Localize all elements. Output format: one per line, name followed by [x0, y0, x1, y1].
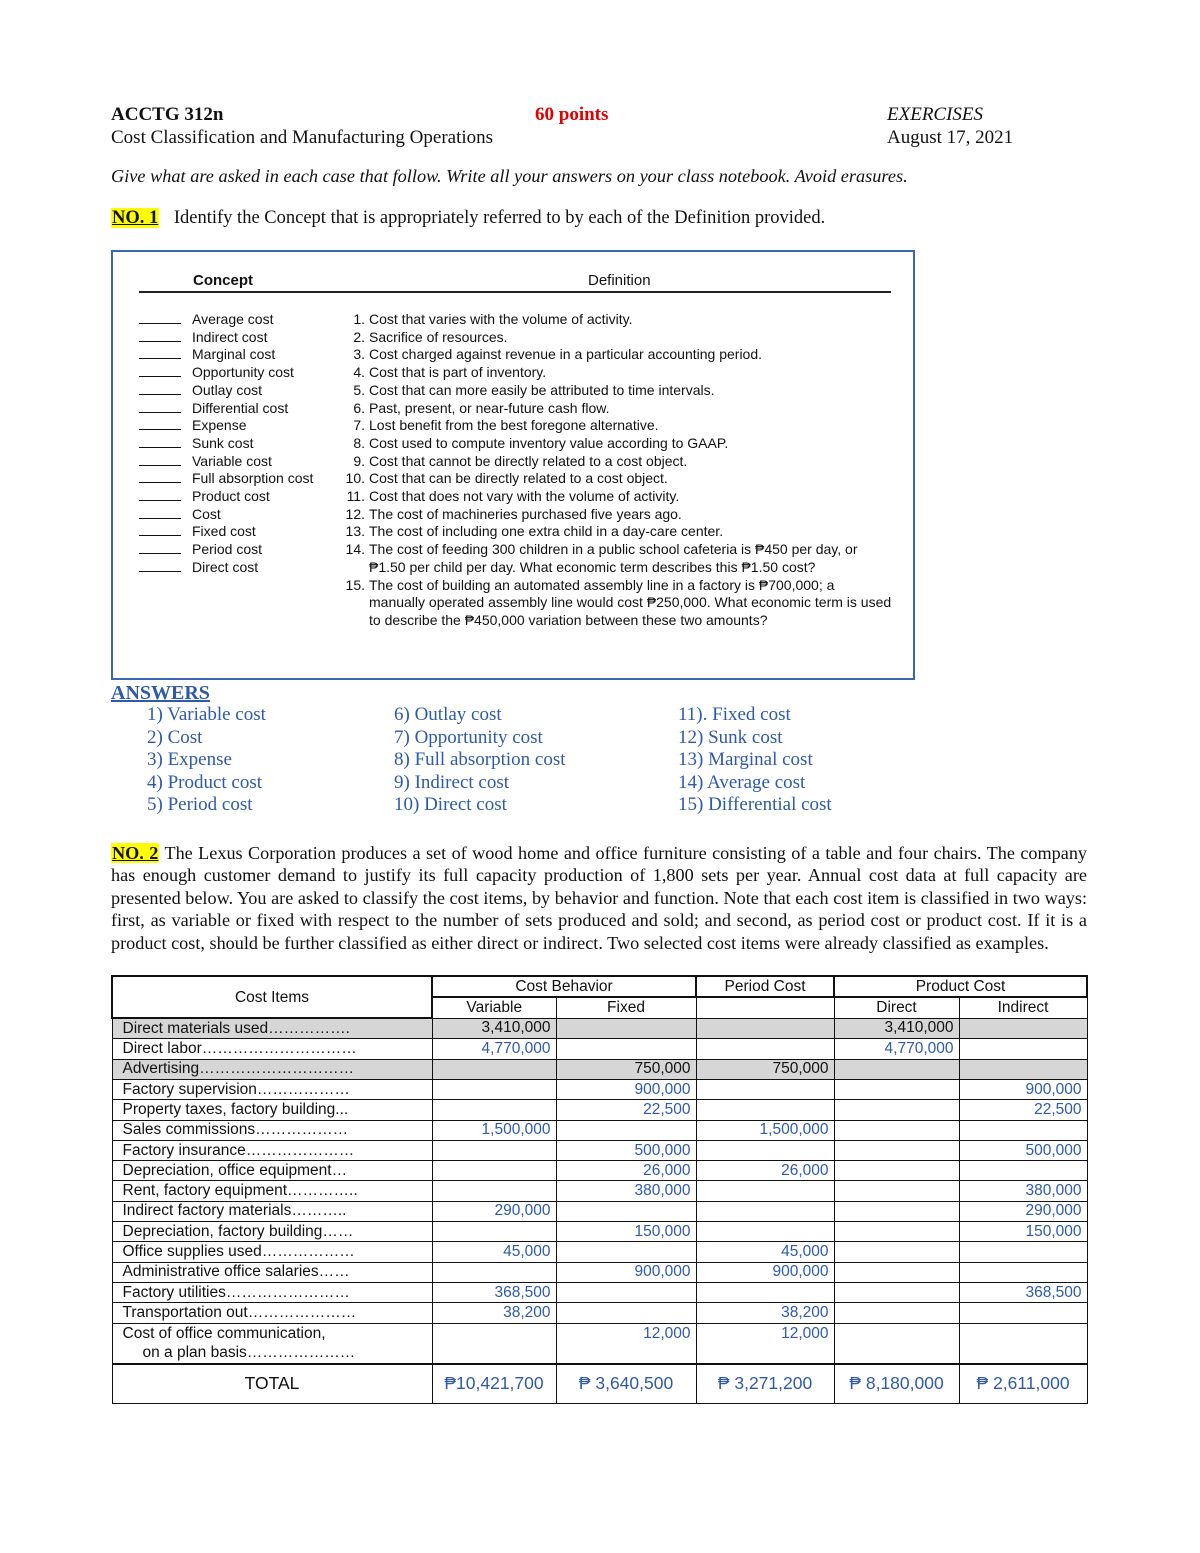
variable-cell	[432, 1222, 556, 1242]
indirect-cell: 368,500	[959, 1282, 1087, 1302]
answers-column-1	[147, 704, 266, 817]
answer-blank	[139, 488, 181, 501]
indirect-cell	[959, 1161, 1087, 1181]
direct-cell	[834, 1222, 959, 1242]
fixed-cell	[556, 1303, 696, 1323]
cost-item-name: Factory supervision………………	[112, 1079, 432, 1099]
answer-blank	[139, 453, 181, 466]
fixed-cell: 12,000	[556, 1323, 696, 1364]
no2-question	[111, 842, 1087, 954]
variable-header: Variable	[432, 997, 556, 1018]
total-row	[112, 1364, 1087, 1404]
cost-behavior-header: Cost Behavior	[432, 976, 696, 997]
fixed-cell	[556, 1039, 696, 1059]
period-cell	[696, 1201, 834, 1221]
fixed-cell: 750,000	[556, 1059, 696, 1079]
variable-cell	[432, 1161, 556, 1181]
definition-number: 7.	[353, 417, 365, 434]
table-row	[112, 1201, 1087, 1221]
definition-item	[343, 577, 893, 630]
answer-blank	[139, 523, 181, 536]
fixed-header: Fixed	[556, 997, 696, 1018]
indirect-header: Indirect	[959, 997, 1087, 1018]
definition-item	[343, 417, 893, 435]
period-cell	[696, 1018, 834, 1039]
concept-label: Variable cost	[192, 452, 272, 469]
concept-definition-box	[111, 250, 915, 680]
answers-title: ANSWERS	[111, 682, 210, 704]
indirect-cell	[959, 1018, 1087, 1039]
answers-column-3	[678, 704, 832, 817]
concept-label: Period cost	[192, 541, 263, 558]
date-label: August 17, 2021	[887, 127, 1014, 148]
variable-cell	[432, 1181, 556, 1201]
concept-label: Average cost	[192, 311, 274, 327]
definition-header: Definition	[588, 272, 651, 289]
variable-cell: 290,000	[432, 1201, 556, 1221]
table-row	[112, 1018, 1087, 1039]
fixed-cell	[556, 1282, 696, 1302]
period-cell: 900,000	[696, 1262, 834, 1282]
concept-item	[139, 329, 313, 347]
period-cell	[696, 1100, 834, 1120]
concept-header: Concept	[193, 272, 253, 289]
period-cell	[696, 1039, 834, 1059]
indirect-cell	[959, 1303, 1087, 1323]
definition-text: Cost that does not vary with the volume of activity.	[369, 488, 680, 505]
no1-question	[111, 208, 825, 229]
variable-cell	[432, 1140, 556, 1160]
variable-cell	[432, 1100, 556, 1120]
fixed-cell: 380,000	[556, 1181, 696, 1201]
answer-item: 10) Direct cost	[394, 794, 507, 815]
definition-text: Cost that cannot be directly related to a cost object.	[369, 452, 688, 469]
period-cell: 1,500,000	[696, 1120, 834, 1140]
answer-blank	[139, 364, 181, 377]
table-row	[112, 1323, 1087, 1364]
definition-item	[343, 453, 893, 471]
indirect-cell	[959, 1242, 1087, 1262]
table-row	[112, 1303, 1087, 1323]
direct-cell	[834, 1120, 959, 1140]
no2-text: The Lexus Corporation produces a set of wood home and office furniture consisting of a table and four chairs. The company has enough customer demand to justify its full capacity production of 1,800 sets per year. Annual cost data at full capacity are presented below. You are asked to classify the cost items, by behavior and function. Note that each cost item is classified in two ways: first, as variable or fixed with respect to the number of sets produced and sold; and second, as period cost or product cost. If it is a product cost, should be further classified as either direct or indirect. Two selected cost items were already classified as examples.	[111, 843, 1088, 953]
concept-item	[139, 435, 313, 453]
direct-cell	[834, 1282, 959, 1302]
cost-item-name: Transportation out…………………	[112, 1303, 432, 1323]
answer-item: 15) Differential cost	[678, 794, 832, 815]
definition-text: Cost that can be directly related to a cost object.	[369, 470, 668, 487]
variable-cell	[432, 1323, 556, 1364]
definition-item	[343, 400, 893, 418]
direct-cell	[834, 1059, 959, 1079]
fixed-cell	[556, 1120, 696, 1140]
period-cell	[696, 1140, 834, 1160]
answer-blank	[139, 417, 181, 430]
definition-text: Cost that can more easily be attributed to time intervals.	[369, 381, 715, 398]
fixed-cell	[556, 1018, 696, 1039]
answer-item: 13) Marginal cost	[678, 749, 813, 770]
period-cell: 38,200	[696, 1303, 834, 1323]
table-row	[112, 1242, 1087, 1262]
definition-item	[343, 382, 893, 400]
cost-item-name: Direct materials used…………….	[112, 1018, 432, 1039]
fixed-cell: 22,500	[556, 1100, 696, 1120]
definition-text: The cost of feeding 300 children in a public school cafeteria is ₱450 per day, or ₱1.50 per child per day. What economic term describes this ₱1.50 cost?	[369, 541, 858, 575]
period-cell: 12,000	[696, 1323, 834, 1364]
definition-item	[343, 506, 893, 524]
concept-item	[139, 523, 313, 541]
direct-cell	[834, 1323, 959, 1364]
variable-cell: 1,500,000	[432, 1120, 556, 1140]
fixed-cell	[556, 1242, 696, 1262]
indirect-cell: 150,000	[959, 1222, 1087, 1242]
concept-label: Indirect cost	[192, 328, 268, 345]
definition-number: 1.	[353, 311, 365, 327]
cost-item-line: Cost of office communication,	[122, 1324, 326, 1342]
definition-text: The cost of including one extra child in a day-care center.	[369, 523, 724, 540]
definition-text: The cost of machineries purchased five years ago.	[369, 505, 682, 522]
points-label: 60 points	[535, 104, 609, 125]
definition-item	[343, 346, 893, 364]
indirect-cell	[959, 1059, 1087, 1079]
table-row	[112, 1059, 1087, 1079]
answer-blank	[139, 506, 181, 519]
total-period: ₱ 3,271,200	[696, 1364, 834, 1404]
variable-cell: 45,000	[432, 1242, 556, 1262]
answer-item: 5) Period cost	[147, 794, 253, 815]
table-row	[112, 1222, 1087, 1242]
definition-text: Cost charged against revenue in a particular accounting period.	[369, 346, 763, 363]
concept-label: Differential cost	[192, 399, 289, 416]
answer-item: 4) Product cost	[147, 771, 263, 793]
cost-item-name: Administrative office salaries……	[112, 1262, 432, 1282]
direct-cell: 4,770,000	[834, 1039, 959, 1059]
definition-text: Cost that is part of inventory.	[369, 364, 547, 381]
cost-item-name	[112, 1323, 432, 1364]
total-indirect: ₱ 2,611,000	[959, 1364, 1087, 1404]
direct-cell	[834, 1100, 959, 1120]
direct-cell	[834, 1140, 959, 1160]
definition-number: 5.	[353, 381, 365, 398]
header-rule	[139, 291, 891, 293]
definition-number: 6.	[353, 399, 365, 416]
variable-cell: 38,200	[432, 1303, 556, 1323]
definition-text: The cost of building an automated assembly line in a factory is ₱700,000; a manually operated assembly line would cost ₱250,000. What economic term is used to describe the ₱450,000 variation between these two amounts?	[369, 576, 892, 628]
concept-item	[139, 506, 313, 524]
period-cell	[696, 1222, 834, 1242]
direct-cell	[834, 1262, 959, 1282]
variable-cell	[432, 1059, 556, 1079]
answer-item: 8) Full absorption cost	[394, 749, 566, 770]
total-direct: ₱ 8,180,000	[834, 1364, 959, 1404]
definition-item	[343, 311, 893, 329]
table-row	[112, 1181, 1087, 1201]
direct-cell	[834, 1161, 959, 1181]
total-variable: ₱10,421,700	[432, 1364, 556, 1404]
concept-label: Opportunity cost	[192, 364, 294, 381]
definition-item	[343, 523, 893, 541]
concept-label: Sunk cost	[192, 434, 254, 451]
answer-blank	[139, 470, 181, 483]
definition-item	[343, 541, 893, 576]
cost-item-name: Depreciation, factory building……	[112, 1222, 432, 1242]
answers-column-2	[394, 704, 566, 817]
concept-label: Outlay cost	[192, 381, 263, 398]
answer-item: 11). Fixed cost	[678, 704, 791, 725]
answer-blank	[139, 541, 181, 554]
product-cost-header: Product Cost	[834, 976, 1087, 997]
period-subheader	[696, 997, 834, 1018]
concept-label: Expense	[192, 417, 247, 434]
definition-text: Lost benefit from the best foregone alternative.	[369, 417, 659, 434]
instructions: Give what are asked in each case that follow. Write all your answers on your class notebook. Avoid erasures.	[111, 166, 908, 186]
concept-label: Marginal cost	[192, 346, 276, 363]
table-row	[112, 1039, 1087, 1059]
period-cell	[696, 1282, 834, 1302]
cost-item-name: Direct labor…………………………	[112, 1039, 432, 1059]
concept-item	[139, 488, 313, 506]
period-cost-header: Period Cost	[696, 976, 834, 997]
cost-item-name: Depreciation, office equipment…	[112, 1161, 432, 1181]
fixed-cell: 900,000	[556, 1079, 696, 1099]
direct-cell	[834, 1201, 959, 1221]
cost-item-name: Sales commissions………………	[112, 1120, 432, 1140]
variable-cell: 4,770,000	[432, 1039, 556, 1059]
subject-title: Cost Classification and Manufacturing Operations	[111, 127, 494, 148]
definition-number: 9.	[353, 452, 365, 469]
answer-blank	[139, 559, 181, 572]
definition-item	[343, 364, 893, 382]
answer-blank	[139, 435, 181, 448]
answer-item: 7) Opportunity cost	[394, 726, 543, 748]
concept-item	[139, 382, 313, 400]
table-row	[112, 1100, 1087, 1120]
table-row	[112, 1079, 1087, 1099]
concept-item	[139, 470, 313, 488]
answer-item: 14) Average cost	[678, 771, 806, 793]
concept-item	[139, 311, 313, 329]
no1-text: Identify the Concept that is appropriately referred to by each of the Definition provided.	[173, 208, 826, 228]
definition-number: 15.	[345, 576, 365, 593]
period-cell	[696, 1079, 834, 1099]
period-cell	[696, 1181, 834, 1201]
definition-list	[343, 311, 893, 630]
cost-item-name: Factory utilities……………………	[112, 1282, 432, 1302]
no1-label: NO. 1	[112, 208, 159, 228]
definition-text: Sacrifice of resources.	[369, 328, 508, 345]
concept-item	[139, 559, 313, 577]
indirect-cell	[959, 1039, 1087, 1059]
definition-number: 12.	[345, 505, 365, 522]
definition-item	[343, 435, 893, 453]
cost-items-header: Cost Items	[112, 976, 432, 1018]
direct-cell	[834, 1181, 959, 1201]
cost-item-name: Office supplies used………………	[112, 1242, 432, 1262]
concept-label: Fixed cost	[192, 523, 256, 540]
table-row	[112, 1262, 1087, 1282]
indirect-cell: 500,000	[959, 1140, 1087, 1160]
cost-item-name: Factory insurance…………………	[112, 1140, 432, 1160]
direct-cell	[834, 1303, 959, 1323]
period-cell: 45,000	[696, 1242, 834, 1262]
cost-item-name: Rent, factory equipment…………..	[112, 1181, 432, 1201]
definition-number: 2.	[353, 328, 365, 345]
definition-number: 14.	[345, 541, 365, 558]
concept-item	[139, 453, 313, 471]
fixed-cell: 150,000	[556, 1222, 696, 1242]
definition-item	[343, 470, 893, 488]
definition-number: 11.	[346, 488, 365, 505]
table-row	[112, 1282, 1087, 1302]
concept-item	[139, 541, 313, 559]
total-fixed: ₱ 3,640,500	[556, 1364, 696, 1404]
period-cell: 750,000	[696, 1059, 834, 1079]
answer-item: 3) Expense	[147, 749, 232, 770]
definition-item	[343, 329, 893, 347]
answer-blank	[139, 382, 181, 395]
direct-header: Direct	[834, 997, 959, 1018]
cost-item-line: on a plan basis…………………	[142, 1343, 356, 1361]
answer-blank	[139, 400, 181, 413]
cost-classification-table	[111, 975, 1088, 1404]
definition-number: 3.	[353, 346, 365, 363]
fixed-cell	[556, 1201, 696, 1221]
definition-item	[343, 488, 893, 506]
concept-list	[139, 311, 313, 577]
answer-blank	[139, 311, 181, 324]
answer-blank	[139, 346, 181, 359]
variable-cell	[432, 1079, 556, 1099]
indirect-cell: 22,500	[959, 1100, 1087, 1120]
variable-cell	[432, 1262, 556, 1282]
indirect-cell	[959, 1262, 1087, 1282]
fixed-cell: 500,000	[556, 1140, 696, 1160]
definition-number: 10.	[345, 470, 365, 487]
answer-item: 2) Cost	[147, 726, 203, 748]
course-code: ACCTG 312n	[111, 104, 224, 125]
period-cell: 26,000	[696, 1161, 834, 1181]
variable-cell: 3,410,000	[432, 1018, 556, 1039]
indirect-cell: 290,000	[959, 1201, 1087, 1221]
direct-cell: 3,410,000	[834, 1018, 959, 1039]
concept-item	[139, 346, 313, 364]
answer-item: 6) Outlay cost	[394, 704, 502, 725]
table-row	[112, 1140, 1087, 1160]
cost-item-name: Indirect factory materials………..	[112, 1201, 432, 1221]
definition-text: Cost that varies with the volume of activity.	[369, 311, 633, 327]
answer-item: 12) Sunk cost	[678, 726, 783, 748]
concept-label: Full absorption cost	[192, 470, 314, 487]
concept-label: Cost	[192, 505, 221, 522]
direct-cell	[834, 1242, 959, 1262]
fixed-cell: 26,000	[556, 1161, 696, 1181]
indirect-cell	[959, 1323, 1087, 1364]
total-label: TOTAL	[112, 1364, 432, 1404]
answer-blank	[139, 329, 181, 342]
answer-item: 1) Variable cost	[147, 704, 266, 725]
definition-text: Past, present, or near-future cash flow.	[369, 399, 610, 416]
fixed-cell: 900,000	[556, 1262, 696, 1282]
indirect-cell: 380,000	[959, 1181, 1087, 1201]
answer-item: 9) Indirect cost	[394, 771, 510, 793]
definition-number: 13.	[345, 523, 365, 540]
cost-item-name: Advertising…………………………	[112, 1059, 432, 1079]
concept-item	[139, 417, 313, 435]
indirect-cell	[959, 1120, 1087, 1140]
definition-number: 4.	[353, 364, 365, 381]
concept-item	[139, 364, 313, 382]
no2-label: NO. 2	[112, 843, 159, 863]
concept-item	[139, 400, 313, 418]
exercises-label: EXERCISES	[887, 104, 984, 125]
variable-cell: 368,500	[432, 1282, 556, 1302]
direct-cell	[834, 1079, 959, 1099]
cost-item-name: Property taxes, factory building...	[112, 1100, 432, 1120]
definition-number: 8.	[353, 434, 365, 451]
definition-text: Cost used to compute inventory value according to GAAP.	[369, 434, 729, 451]
table-row	[112, 1120, 1087, 1140]
table-row	[112, 1161, 1087, 1181]
concept-label: Product cost	[192, 488, 270, 505]
indirect-cell: 900,000	[959, 1079, 1087, 1099]
concept-label: Direct cost	[192, 558, 259, 575]
